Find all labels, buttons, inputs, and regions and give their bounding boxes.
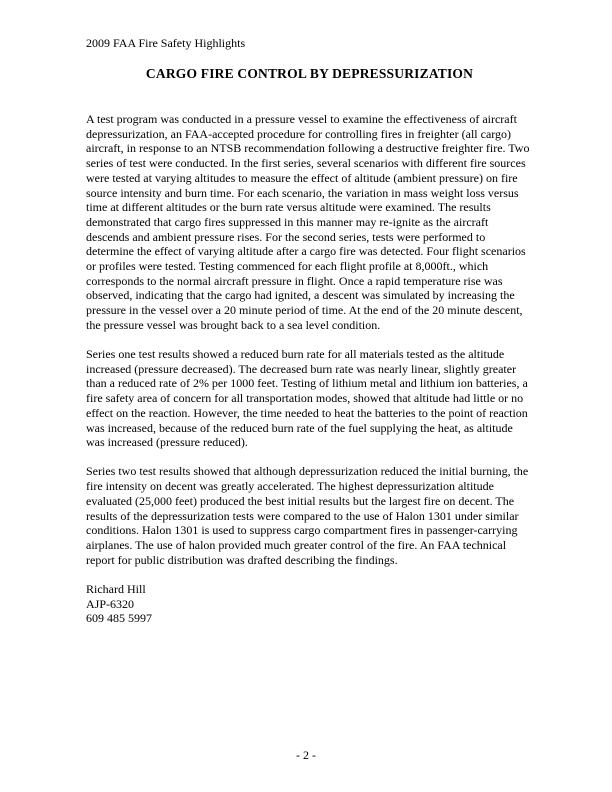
author-office-code: AJP-6320 (86, 596, 135, 611)
signature-block (86, 582, 533, 626)
page-number-footer: - 2 - (296, 748, 316, 762)
paragraph-series-one-results: Series one test results showed a reduced burn rate for all materials tested as the altitude increased (pressure decreased). The decreased burn rate was nearly linear, slightly greater than a reduced rate of 2% per 1000 feet. Testing of lithium metal and lithium ion batteries, a fire safety area of concern for all transportation modes, showed that altitude had little or no effect on the reaction. However, the time needed to heat the batteries to the point of reaction was increased, because of the reduced burn rate of the fuel supplying the heat, as altitude was increased (pressure reduced). (86, 347, 528, 450)
author-phone: 609 485 5997 (86, 611, 152, 626)
body-text (86, 112, 533, 567)
paragraph-series-two-results: Series two test results showed that although depressurization reduced the initial burning, the fire intensity on decent was greatly accelerated. The highest depressurization altitude evaluated (25,000 feet) produced the best initial results but the largest fire on decent. The results of the depressurization tests were compared to the use of Halon 1301 under similar conditions. Halon 1301 is used to suppress cargo compartment fires in passenger-carrying airplanes. The use of halon provided much greater control of the fire. An FAA technical report for public distribution was drafted describing the findings. (86, 464, 529, 567)
document-title: CARGO FIRE CONTROL BY DEPRESSURIZATION (145, 66, 474, 81)
page-content (86, 36, 533, 626)
author-name: Richard Hill (86, 581, 146, 596)
paragraph-test-program: A test program was conducted in a pressure vessel to examine the effectiveness of aircraft depressurization, an FAA-accepted procedure for controlling fires in freighter (all cargo) aircraft, in response to an NTSB recommendation following a destructive freighter fire. Two series of test were conducted. In the first series, several scenarios with different fire sources were tested at varying altitudes to measure the effect of altitude (ambient pressure) on fire source intensity and burn time. For each scenario, the variation in mass weight loss versus time at different altitudes or the burn rate versus altitude were examined. The results demonstrated that cargo fires suppressed in this manner may re-ignite as the aircraft descends and ambient pressure rises. For the second series, tests were performed to determine the effect of varying altitude after a cargo fire was detected. Four flight scenarios or profiles were tested. Testing commenced for each flight profile at 8,000ft., which corresponds to the normal aircraft pressure in flight. Once a rapid temperature rise was observed, indicating that the cargo had ignited, a descent was simulated by increasing the pressure in the vessel over a 20 minute period of time. At the end of the 20 minute descent, the pressure vessel was brought back to a sea level condition. (86, 112, 530, 332)
running-header: 2009 FAA Fire Safety Highlights (86, 36, 246, 50)
